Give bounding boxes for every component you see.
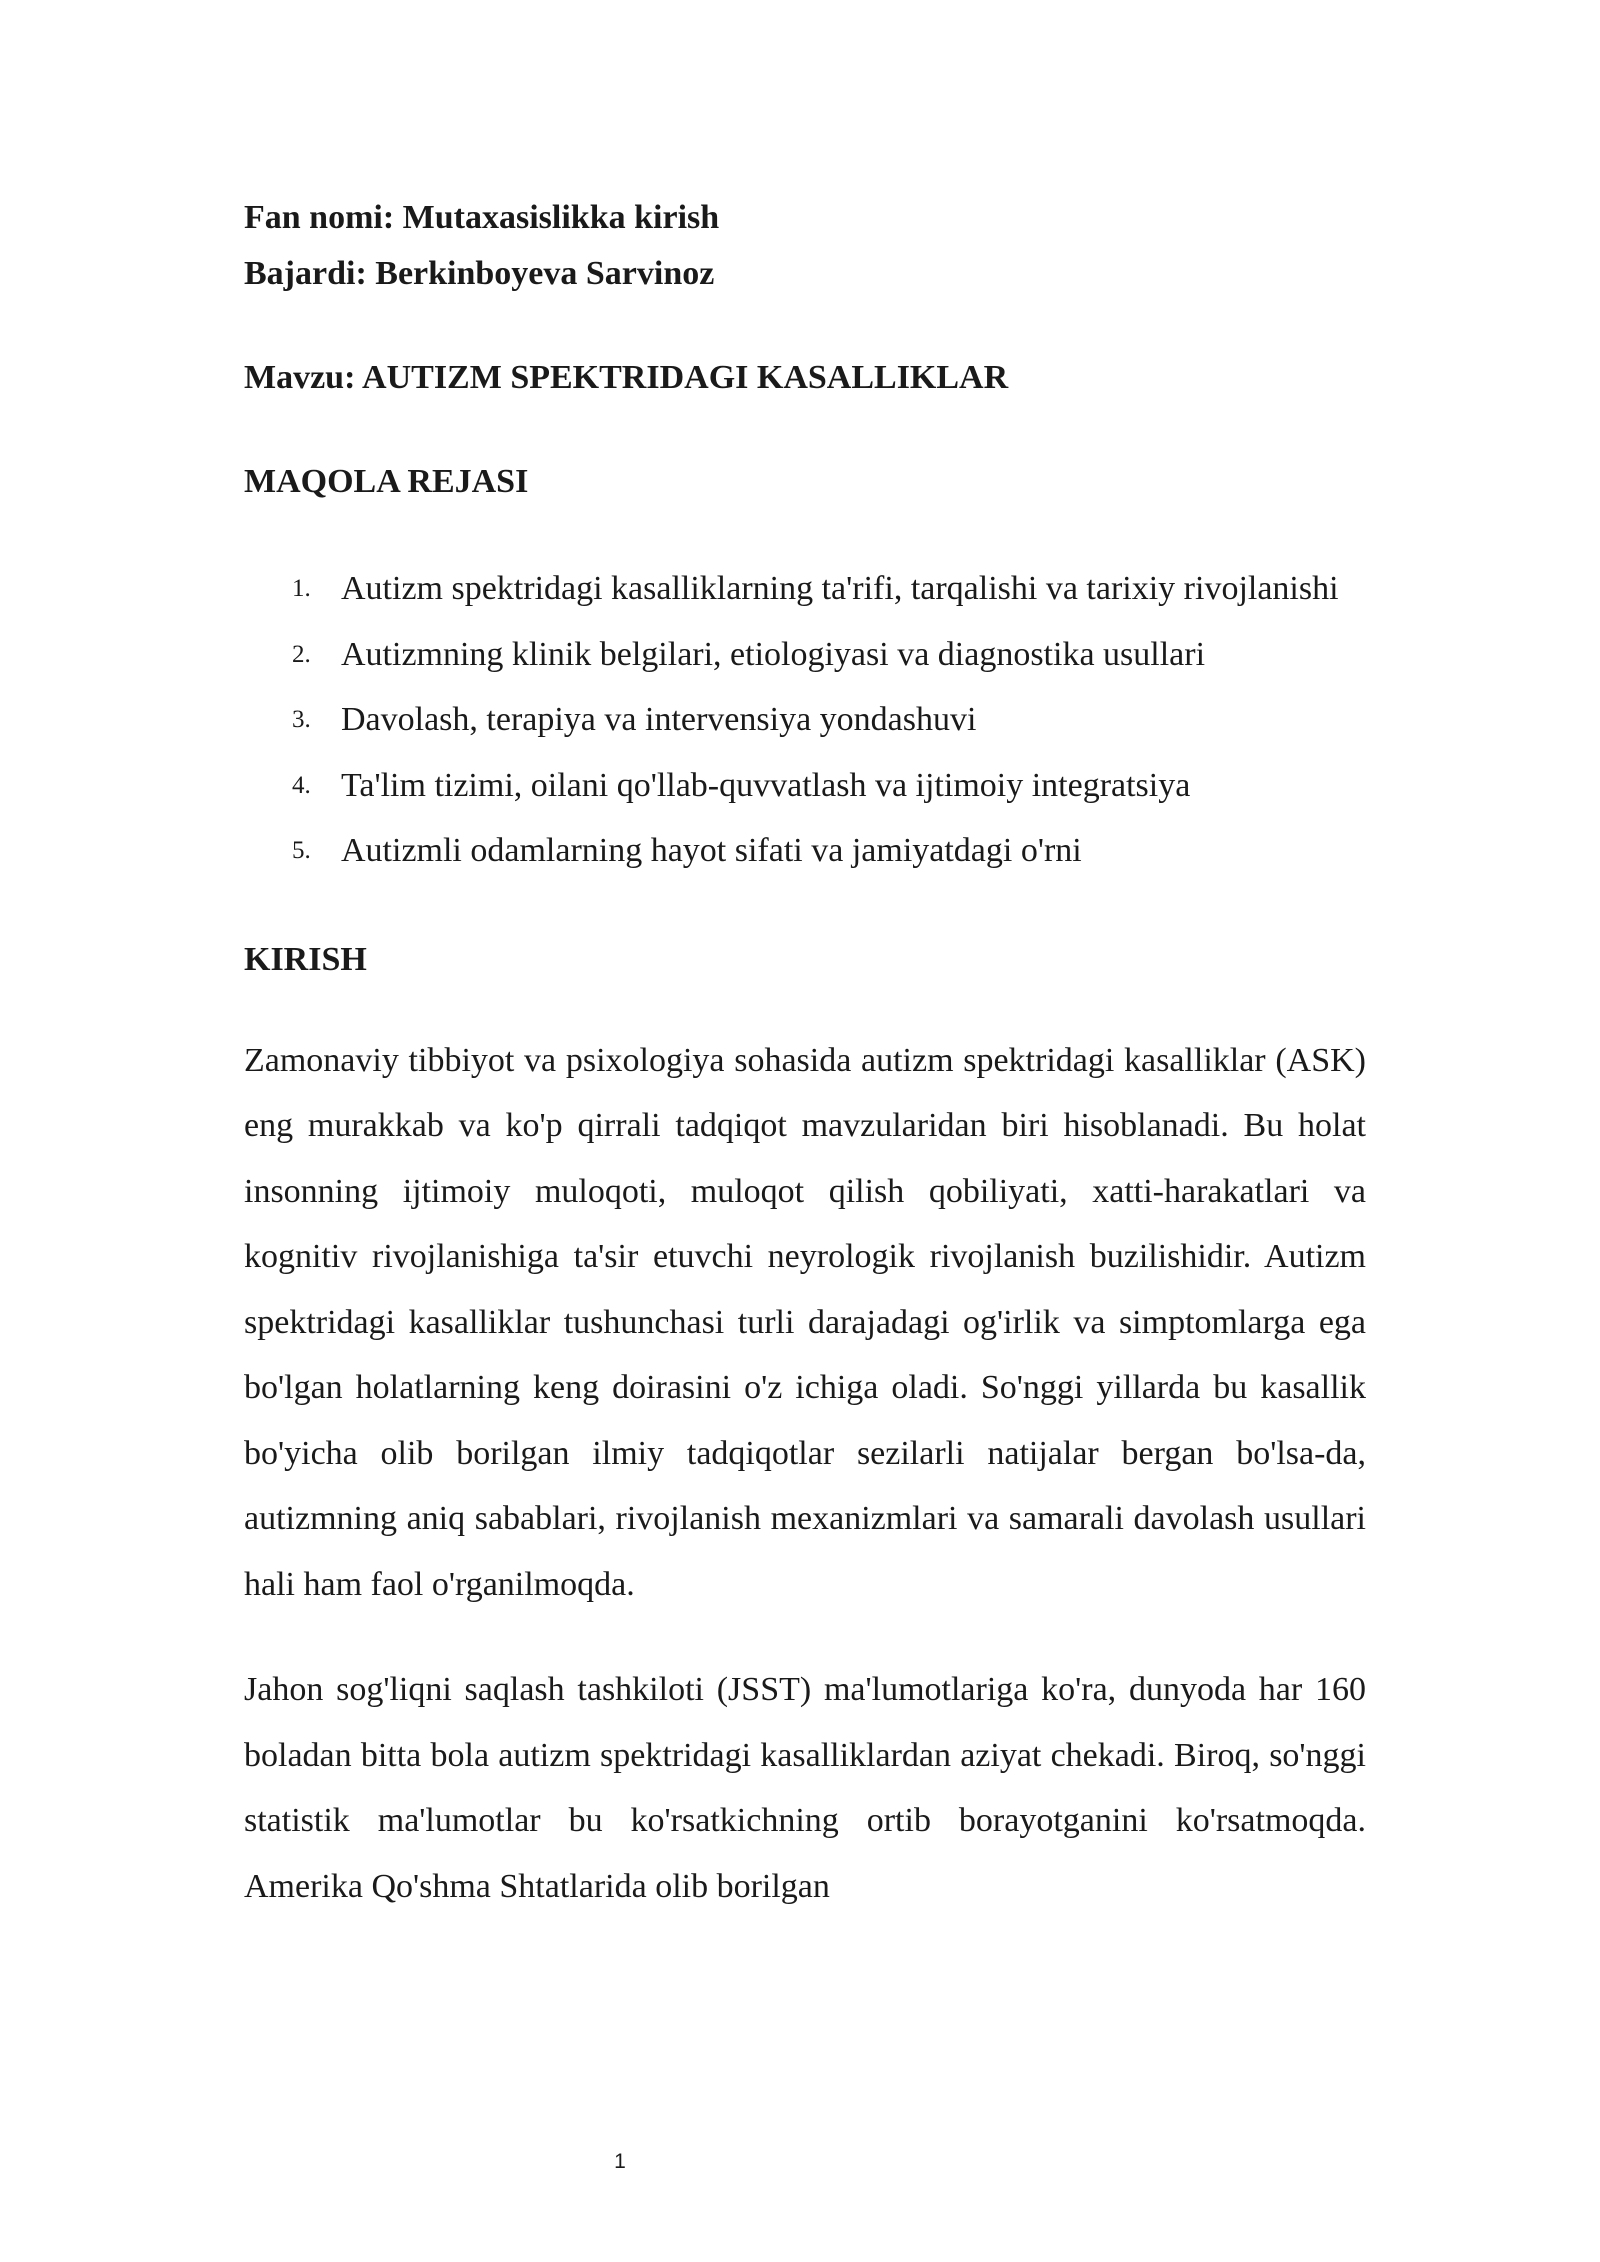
plan-item-number: 1. xyxy=(292,575,311,602)
plan-item-text: Autizmning klinik belgilari, etiologiyasi va diagnostika usullari xyxy=(341,635,1206,673)
page-number: 1 xyxy=(614,2150,626,2173)
intro-heading: KIRISH xyxy=(244,940,367,978)
document-page xyxy=(244,190,1366,1919)
plan-item-text: Davolash, terapiya va intervensiya yondashuvi xyxy=(341,701,977,738)
plan-item-number: 2. xyxy=(292,640,311,668)
subject-line: Fan nomi: Mutaxasislikka kirish xyxy=(244,199,720,236)
plan-item-text: Autizm spektridagi kasalliklarning ta'rifi, tarqalishi va tarixiy rivojlanishi xyxy=(341,570,1339,607)
plan-item xyxy=(244,753,1366,819)
plan-item-number: 3. xyxy=(292,706,311,733)
plan-item-number: 5. xyxy=(292,837,311,864)
plan-item-text: Autizmli odamlarning hayot sifati va jamiyatdagi o'rni xyxy=(341,832,1082,869)
intro-paragraph: Zamonaviy tibbiyot va psixologiya sohasida autizm spektridagi kasalliklar (ASK) eng murakkab va ko'p qirrali tadqiqot mavzularidan biri hisoblanadi. Bu holat insonning ijtimoiy muloqoti, muloqot qilish qobiliyati, xatti-harakatlari va kognitiv rivojlanishiga ta'sir etuvchi neyrologik rivojlanish buzilishidir. Autizm spektridagi kasalliklar tushunchasi turli darajadagi og'irlik va simptomlarga ega bo'lgan holatlarning keng doirasini o'z ichiga oladi. So'nggi yillarda bu kasallik bo'yicha olib borilgan ilmiy tadqiqotlar sezilarli natijalar bergan bo'lsa-da, autizmning aniq sabablari, rivojlanish mexanizmlari va samarali davolash usullari hali ham faol o'rganilmoqda. xyxy=(244,1041,1366,1603)
plan-item xyxy=(244,687,1366,753)
topic-line: Mavzu: AUTIZM SPEKTRIDAGI KASALLIKLAR xyxy=(244,359,1009,396)
intro-paragraph: Jahon sog'liqni saqlash tashkiloti (JSST) ma'lumotlariga ko'ra, dunyoda har 160 boladan bitta bola autizm spektridagi kasalliklardan aziyat chekadi. Biroq, so'nggi statistik ma'lumotlar bu ko'rsatkichning ortib borayotganini ko'rsatmoqda. Amerika Qo'shma Shtatlarida olib borilgan xyxy=(244,1671,1366,1905)
plan-item-text: Ta'lim tizimi, oilani qo'llab-quvvatlash va ijtimoiy integratsiya xyxy=(341,766,1191,804)
plan-item xyxy=(244,818,1366,884)
plan-item-number: 4. xyxy=(292,771,311,799)
plan-heading: MAQOLA REJASI xyxy=(244,463,529,500)
author-line: Bajardi: Berkinboyeva Sarvinoz xyxy=(244,255,715,292)
plan-item xyxy=(244,622,1366,688)
plan-list xyxy=(244,556,1366,884)
plan-item xyxy=(244,556,1366,622)
